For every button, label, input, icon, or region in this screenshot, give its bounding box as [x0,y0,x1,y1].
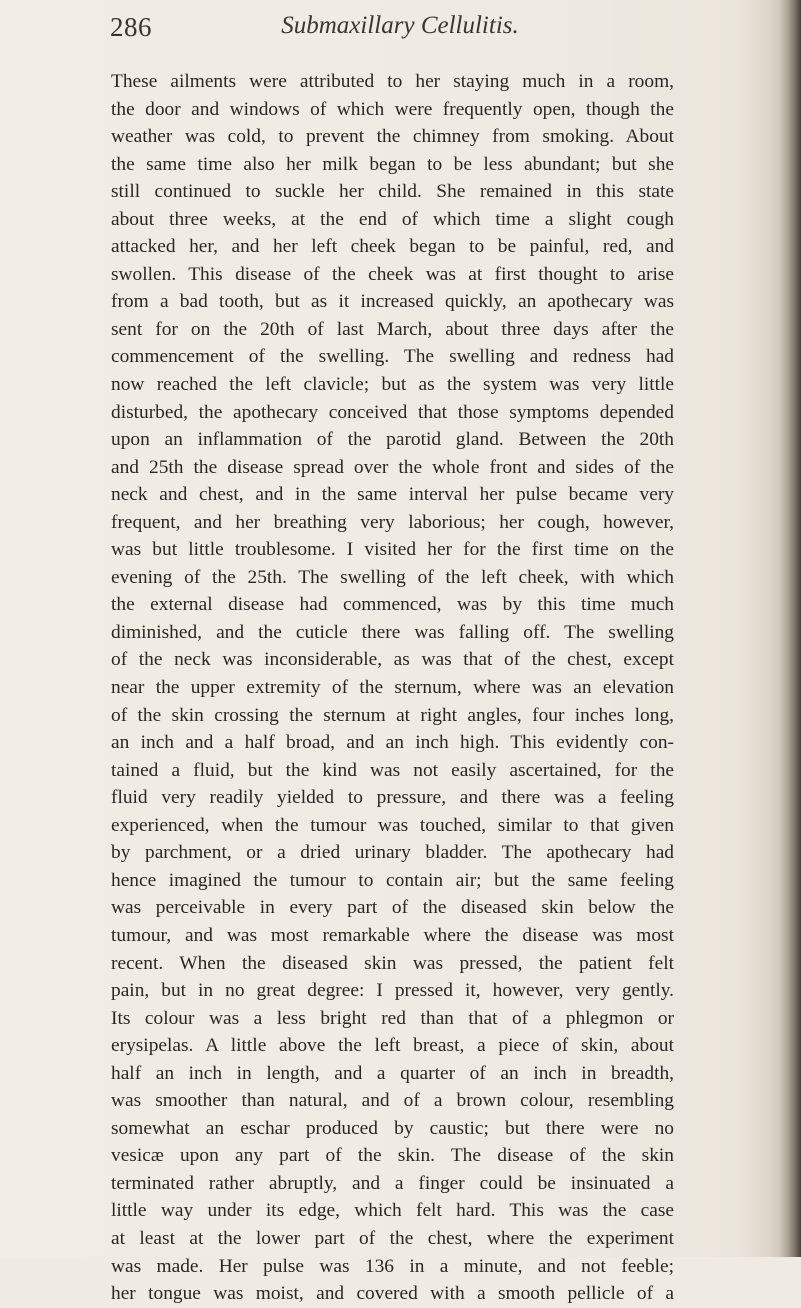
text-line: frequent, and her breathing very laborious; her cough, however, [111,511,674,533]
body-text [111,68,674,1308]
text-line: was perceivable in every part of the diseased skin below the [111,897,674,919]
text-line: little way under its edge, which felt hard. This was the case [111,1200,674,1222]
text-line: tumour, and was most remarkable where the disease was most [111,924,674,946]
text-line: still continued to suckle her child. She remained in this state [111,181,674,203]
text-line: about three weeks, at the end of which time a slight cough [111,208,674,230]
text-line: her tongue was moist, and covered with a smooth pellicle of a [111,1283,674,1305]
text-line: by parchment, or a dried urinary bladder. The apothecary had [111,842,674,864]
text-line: of the skin crossing the sternum at right angles, four inches long, [111,704,674,726]
text-line: recent. When the diseased skin was pressed, the patient felt [111,952,674,974]
text-line: These ailments were attributed to her staying much in a room, [111,71,674,92]
text-line: Its colour was a less bright red than that of a phlegmon or [111,1007,674,1029]
text-line: near the upper extremity of the sternum, where was an elevation [111,677,674,699]
text-line: neck and chest, and in the same interval her pulse became very [111,484,674,506]
text-line: attacked her, and her left cheek began to be painful, red, and [111,236,674,258]
text-line: pain, but in no great degree: I pressed it, however, very gently. [111,980,674,1002]
text-line: and 25th the disease spread over the whole front and sides of the [111,456,674,478]
text-line: was made. Her pulse was 136 in a minute, and not feeble; [111,1255,674,1277]
text-line: the door and windows of which were frequently open, though the [111,98,674,120]
text-line: fluid very readily yielded to pressure, and there was a feeling [111,787,674,809]
text-line: swollen. This disease of the cheek was at first thought to arise [111,263,674,285]
text-line: experienced, when the tumour was touched, similar to that given [111,814,674,836]
text-line: disturbed, the apothecary conceived that those symptoms depended [111,401,674,423]
page-header [110,12,670,48]
text-line: erysipelas. A little above the left breast, a piece of skin, about [111,1035,674,1057]
text-line: the external disease had commenced, was by this time much [111,594,674,616]
text-line: the same time also her milk began to be less abundant; but she [111,153,674,175]
text-line: was but little troublesome. I visited her for the first time on the [111,539,674,561]
text-line: now reached the left clavicle; but as the system was very little [111,374,674,396]
text-line: at least at the lower part of the chest, where the experiment [111,1227,674,1249]
text-line: commencement of the swelling. The swelling and redness had [111,346,674,368]
text-line: diminished, and the cuticle there was falling off. The swelling [111,621,674,643]
running-title: Submaxillary Cellulitis. [281,12,519,39]
text-line: was smoother than natural, and of a brown colour, resembling [111,1090,674,1112]
text-line: half an inch in length, and a quarter of an inch in breadth, [111,1062,674,1084]
text-line: vesicæ upon any part of the skin. The disease of the skin [111,1145,674,1167]
text-line: tained a fluid, but the kind was not easily ascertained, for the [111,759,674,781]
text-line: evening of the 25th. The swelling of the left cheek, with which [111,566,674,588]
text-line: hence imagined the tumour to contain air; but the same feeling [111,869,674,891]
page-number: 286 [110,12,152,42]
text-line: upon an inflammation of the parotid gland. Between the 20th [111,429,674,451]
text-line: sent for on the 20th of last March, about three days after the [111,318,674,340]
text-line: an inch and a half broad, and an inch high. This evidently con- [111,732,674,754]
text-line: of the neck was inconsiderable, as was that of the chest, except [111,649,674,671]
text-line: from a bad tooth, but as it increased quickly, an apothecary was [111,291,674,313]
page-edge-shadow [779,0,801,1257]
text-line: weather was cold, to prevent the chimney from smoking. About [111,126,674,148]
text-line: terminated rather abruptly, and a finger could be insinuated a [111,1172,674,1194]
text-line: somewhat an eschar produced by caustic; but there were no [111,1117,674,1139]
